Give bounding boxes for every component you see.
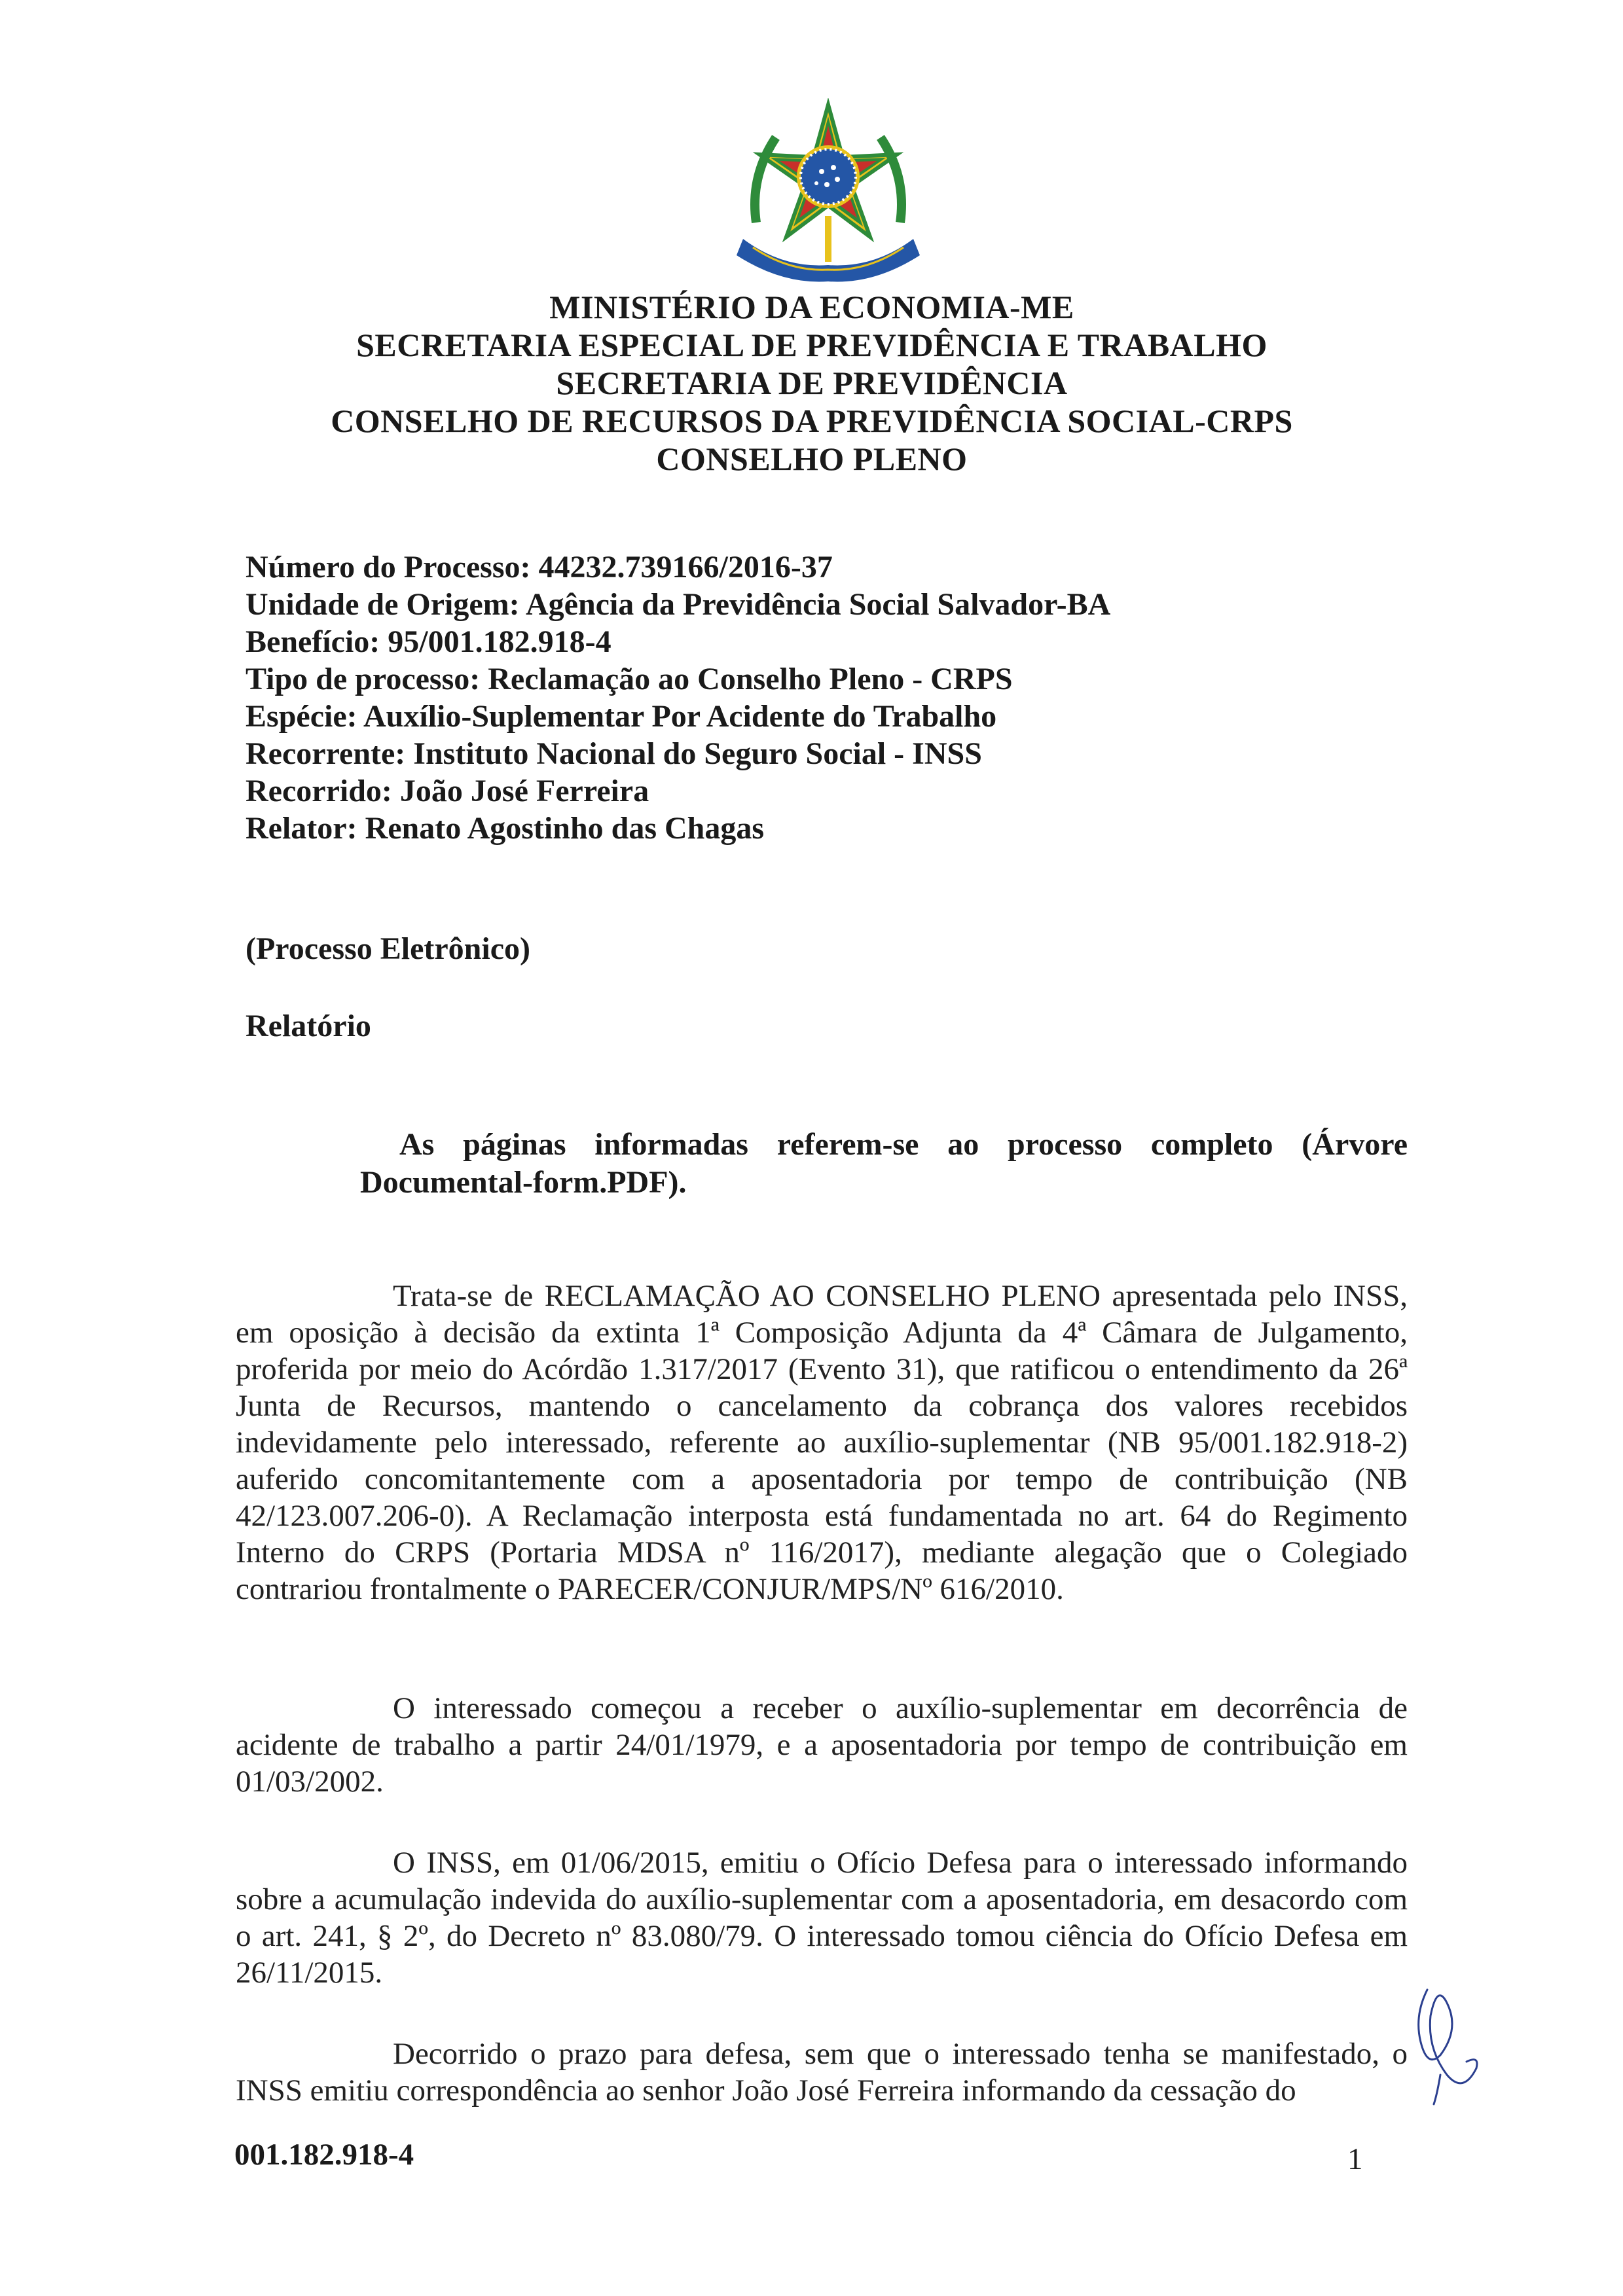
paragraph-2-text: O interessado começou a receber o auxílio-suplementar em decorrência de acidente de trabalho a partir 24/01/1979, e a aposentadoria por tempo de contribuição em 01/03/2002. bbox=[236, 1691, 1408, 1799]
paragraph-2 bbox=[236, 1690, 1408, 1800]
meta-unidade-origem: Unidade de Origem: Agência da Previdência Social Salvador-BA bbox=[246, 587, 1111, 622]
paragraph-1-text: Trata-se de RECLAMAÇÃO AO CONSELHO PLENO apresentada pelo INSS, em oposição à decisão da extinta 1ª Composição Adjunta da 4ª Câmara de Julgamento, proferida por meio do Acórdão 1.317/2017 (Evento 31), que ratificou o entendimento da 26ª Junta de Recursos, mantendo o cancelamento da cobrança dos valores recebidos indevidamente pelo interessado, referente ao auxílio-suplementar (NB 95/001.182.918-2) auferido concomitantemente com a aposentadoria por tempo de contribuição (NB 42/123.007.206-0). A Reclamação interposta está fundamentada no art. 64 do Regimento Interno do CRPS (Portaria MDSA nº 116/2017), mediante alegação que o Colegiado contrariou frontalmente o PARECER/CONJUR/MPS/Nº 616/2010. bbox=[236, 1279, 1408, 1606]
header-line-secretaria-previdencia: SECRETARIA DE PREVIDÊNCIA bbox=[556, 365, 1068, 401]
paragraph-3 bbox=[236, 1844, 1408, 1991]
meta-numero-processo: Número do Processo: 44232.739166/2016-37 bbox=[246, 550, 833, 584]
meta-tipo-processo: Tipo de processo: Reclamação ao Conselho Pleno - CRPS bbox=[246, 662, 1013, 696]
header-line-conselho-pleno: CONSELHO PLENO bbox=[656, 440, 968, 477]
document-header bbox=[196, 288, 1427, 478]
meta-especie: Espécie: Auxílio-Suplementar Por Acidente do Trabalho bbox=[246, 699, 997, 734]
brazil-coat-of-arms-icon bbox=[730, 98, 926, 288]
process-metadata bbox=[246, 548, 1489, 847]
meta-recorrente: Recorrente: Instituto Nacional do Seguro Social - INSS bbox=[246, 736, 982, 771]
paragraph-3-text: O INSS, em 01/06/2015, emitiu o Ofício Defesa para o interessado informando sobre a acumulação indevida do auxílio-suplementar com a aposentadoria, em desacordo com o art. 241, § 2º, do Decreto nº 83.080/79. O interessado tomou ciência do Ofício Defesa em 26/11/2015. bbox=[236, 1846, 1408, 1990]
paragraph-4 bbox=[236, 2036, 1408, 2109]
processo-eletronico-label: (Processo Eletrônico) bbox=[246, 931, 530, 966]
page-number: 1 bbox=[1347, 2142, 1363, 2176]
header-line-secretaria-especial: SECRETARIA ESPECIAL DE PREVIDÊNCIA E TRABALHO bbox=[356, 327, 1267, 363]
meta-relator: Relator: Renato Agostinho das Chagas bbox=[246, 811, 765, 846]
meta-recorrido: Recorrido: João José Ferreira bbox=[246, 774, 649, 808]
footer-benefit-code: 001.182.918-4 bbox=[234, 2138, 414, 2172]
handwritten-signature-icon bbox=[1401, 1977, 1486, 2108]
meta-beneficio: Benefício: 95/001.182.918-4 bbox=[246, 624, 611, 659]
paragraph-1 bbox=[236, 1278, 1408, 1607]
pages-note: As páginas informadas referem-se ao processo completo (Árvore Documental-form.PDF). bbox=[360, 1127, 1408, 1200]
relatorio-heading: Relatório bbox=[246, 1009, 371, 1043]
header-line-conselho-recursos: CONSELHO DE RECURSOS DA PREVIDÊNCIA SOCIAL-CRPS bbox=[331, 403, 1293, 439]
header-line-ministerio: MINISTÉRIO DA ECONOMIA-ME bbox=[549, 289, 1074, 325]
paragraph-4-text: Decorrido o prazo para defesa, sem que o interessado tenha se manifestado, o INSS emitiu correspondência ao senhor João José Ferreira informando da cessação do bbox=[236, 2037, 1408, 2108]
